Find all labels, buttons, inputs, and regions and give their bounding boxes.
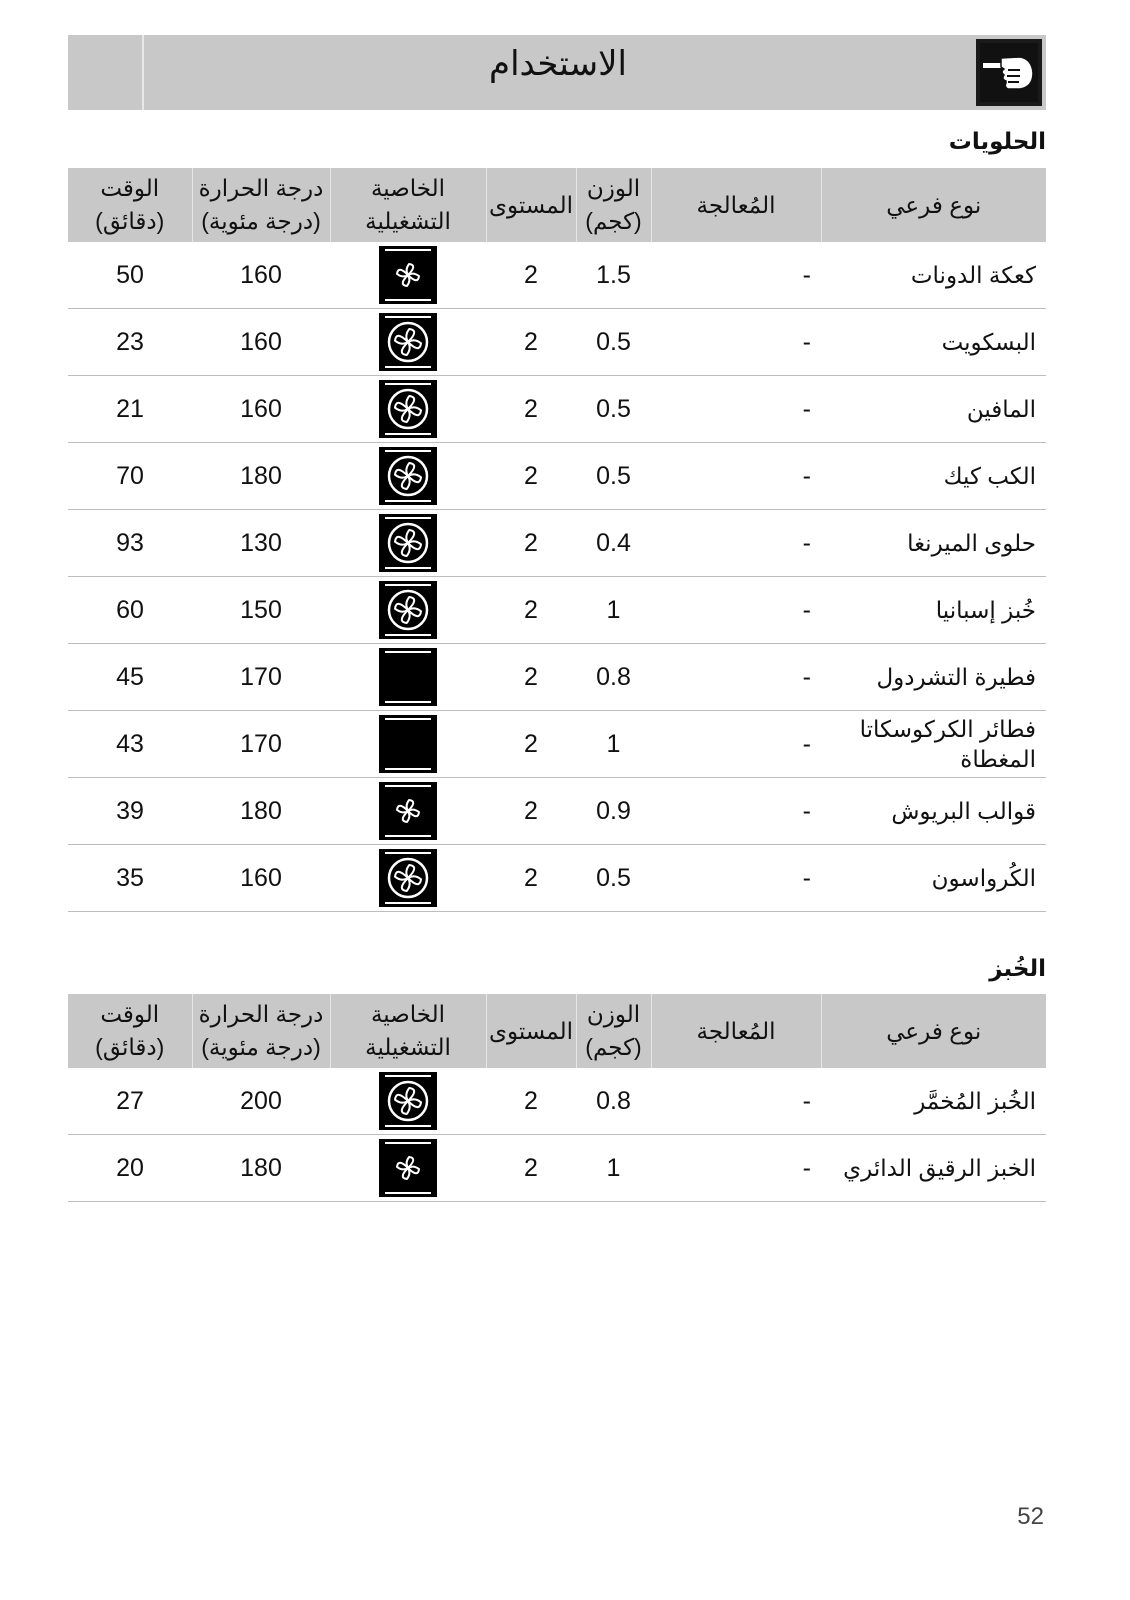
table-row <box>68 510 1046 577</box>
fan-circle-icon <box>379 380 437 438</box>
cell-type: حلوى الميرنغا <box>821 510 1046 577</box>
cell-type: الخبز الرقيق الدائري <box>821 1135 1046 1202</box>
cell-time: 20 <box>68 1135 192 1202</box>
cell-level: 2 <box>486 644 576 711</box>
cell-temperature: 130 <box>192 510 330 577</box>
col-header-temperature: درجة الحرارة (درجة مئوية) <box>192 168 330 242</box>
cell-type: الكب كيك <box>821 443 1046 510</box>
col-header-level: المستوى <box>486 168 576 242</box>
cell-type: خُبز إسبانيا <box>821 577 1046 644</box>
cell-type: فطيرة التشردول <box>821 644 1046 711</box>
table-row <box>68 376 1046 443</box>
cell-time: 21 <box>68 376 192 443</box>
cell-function <box>330 577 486 644</box>
cell-function <box>330 510 486 577</box>
col-header-processing: المُعالجة <box>651 168 821 242</box>
table-row <box>68 577 1046 644</box>
cell-level: 2 <box>486 376 576 443</box>
cell-function <box>330 711 486 778</box>
cell-temperature: 160 <box>192 376 330 443</box>
cell-function <box>330 309 486 376</box>
bread-table <box>68 994 1046 1202</box>
table-row <box>68 309 1046 376</box>
top-bottom-heat-icon <box>379 648 437 706</box>
fan-circle-icon <box>379 514 437 572</box>
cell-function <box>330 778 486 845</box>
cell-level: 2 <box>486 1135 576 1202</box>
cell-function <box>330 376 486 443</box>
section-banner <box>68 35 1046 110</box>
cell-level: 2 <box>486 242 576 309</box>
cell-weight: 1 <box>576 577 651 644</box>
col-header-temperature: درجة الحرارة (درجة مئوية) <box>192 994 330 1068</box>
col-header-processing: المُعالجة <box>651 994 821 1068</box>
table-row <box>68 711 1046 778</box>
cell-weight: 0.8 <box>576 1068 651 1135</box>
page-number: 52 <box>1017 1503 1044 1530</box>
page-title: الاستخدام <box>489 45 627 83</box>
cell-processing: - <box>651 443 821 510</box>
fan-circle-icon <box>379 1072 437 1130</box>
cell-processing: - <box>651 242 821 309</box>
fan-circle-icon <box>379 849 437 907</box>
cell-function <box>330 1068 486 1135</box>
cell-weight: 0.8 <box>576 644 651 711</box>
cell-processing: - <box>651 510 821 577</box>
cell-temperature: 170 <box>192 711 330 778</box>
cell-type: البسكويت <box>821 309 1046 376</box>
cell-time: 43 <box>68 711 192 778</box>
cell-level: 2 <box>486 510 576 577</box>
table-row <box>68 845 1046 912</box>
fan-circle-icon <box>379 447 437 505</box>
col-header-weight: الوزن (كجم) <box>576 994 651 1068</box>
fan-small-icon <box>379 782 437 840</box>
cell-processing: - <box>651 309 821 376</box>
fan-circle-icon <box>379 313 437 371</box>
col-header-time: الوقت (دقائق) <box>68 994 192 1068</box>
cell-temperature: 180 <box>192 778 330 845</box>
cell-weight: 1 <box>576 711 651 778</box>
banner-left-cell <box>68 35 144 110</box>
table-row <box>68 1068 1046 1135</box>
cell-temperature: 160 <box>192 309 330 376</box>
fan-circle-icon <box>379 581 437 639</box>
cell-time: 35 <box>68 845 192 912</box>
cell-time: 27 <box>68 1068 192 1135</box>
cell-time: 23 <box>68 309 192 376</box>
table-header-row <box>68 994 1046 1068</box>
table-row <box>68 778 1046 845</box>
cell-processing: - <box>651 376 821 443</box>
cell-processing: - <box>651 845 821 912</box>
fan-small-icon <box>379 246 437 304</box>
cell-temperature: 160 <box>192 242 330 309</box>
cell-level: 2 <box>486 778 576 845</box>
table-row <box>68 1135 1046 1202</box>
cell-time: 45 <box>68 644 192 711</box>
cell-weight: 0.4 <box>576 510 651 577</box>
table-header-row <box>68 168 1046 242</box>
section-title-bread: الخُبز <box>989 955 1046 981</box>
col-header-function: الخاصية التشغيلية <box>330 994 486 1068</box>
cell-weight: 0.5 <box>576 309 651 376</box>
cell-temperature: 160 <box>192 845 330 912</box>
col-header-weight: الوزن (كجم) <box>576 168 651 242</box>
cell-time: 70 <box>68 443 192 510</box>
col-header-type: نوع فرعي <box>821 994 1046 1068</box>
col-header-function: الخاصية التشغيلية <box>330 168 486 242</box>
col-header-time: الوقت (دقائق) <box>68 168 192 242</box>
cell-function <box>330 242 486 309</box>
cell-temperature: 150 <box>192 577 330 644</box>
cell-weight: 1 <box>576 1135 651 1202</box>
fan-small-icon <box>379 1139 437 1197</box>
cell-type: المافين <box>821 376 1046 443</box>
cell-temperature: 200 <box>192 1068 330 1135</box>
cell-weight: 0.9 <box>576 778 651 845</box>
cell-function <box>330 644 486 711</box>
cell-time: 50 <box>68 242 192 309</box>
cell-processing: - <box>651 644 821 711</box>
cell-level: 2 <box>486 845 576 912</box>
cell-temperature: 170 <box>192 644 330 711</box>
desserts-table <box>68 168 1046 912</box>
cell-type: الكُرواسون <box>821 845 1046 912</box>
cell-weight: 1.5 <box>576 242 651 309</box>
cell-weight: 0.5 <box>576 845 651 912</box>
table-row <box>68 242 1046 309</box>
cell-type: كعكة الدونات <box>821 242 1046 309</box>
cell-level: 2 <box>486 443 576 510</box>
cell-processing: - <box>651 711 821 778</box>
cell-time: 60 <box>68 577 192 644</box>
cell-function <box>330 845 486 912</box>
section-title-desserts: الحلويات <box>948 128 1046 154</box>
cell-type: قوالب البريوش <box>821 778 1046 845</box>
table-row <box>68 644 1046 711</box>
cell-level: 2 <box>486 1068 576 1135</box>
table-row <box>68 443 1046 510</box>
cell-processing: - <box>651 1135 821 1202</box>
col-header-type: نوع فرعي <box>821 168 1046 242</box>
cell-function <box>330 1135 486 1202</box>
cell-processing: - <box>651 1068 821 1135</box>
col-header-level: المستوى <box>486 994 576 1068</box>
cell-time: 39 <box>68 778 192 845</box>
cell-level: 2 <box>486 577 576 644</box>
cell-weight: 0.5 <box>576 443 651 510</box>
cell-processing: - <box>651 577 821 644</box>
cell-processing: - <box>651 778 821 845</box>
cell-temperature: 180 <box>192 1135 330 1202</box>
cell-weight: 0.5 <box>576 376 651 443</box>
pointing-hand-icon <box>976 39 1042 106</box>
cell-type: الخُبز المُخمَّر <box>821 1068 1046 1135</box>
cell-type: فطائر الكركوسكاتا المغطاة <box>821 711 1046 778</box>
cell-level: 2 <box>486 711 576 778</box>
cell-time: 93 <box>68 510 192 577</box>
cell-temperature: 180 <box>192 443 330 510</box>
cell-level: 2 <box>486 309 576 376</box>
top-bottom-heat-icon <box>379 715 437 773</box>
cell-function <box>330 443 486 510</box>
